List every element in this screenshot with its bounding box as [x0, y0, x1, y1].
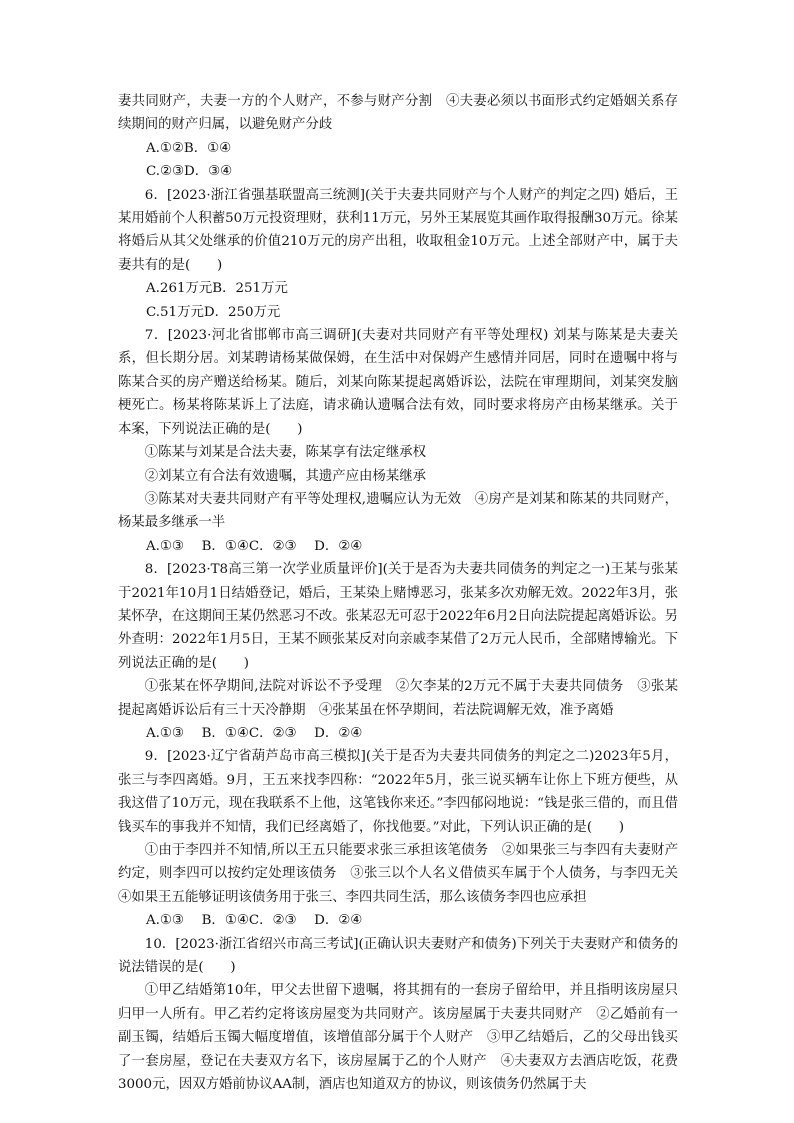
q9-statements: ①由于李四并不知情,所以王五只能要求张三承担该笔债务 ②如果张三与李四有夫妻财产约定，则李四可以按约定处理该债务 ③张三以个人名义借债买车属于个人债务，与李四无关 ④如果王五能够证明该债务用于张三、李四共同生活，那么该债务李四也应承担 — [118, 843, 692, 905]
q8-options: A.①③ B．①④C．②③ D．②④ — [146, 725, 363, 741]
exam-page — [118, 90, 692, 1096]
q6-stem: 6．[2023·浙江省强基联盟高三统测](关于夫妻共同财产与个人财产的判定之四) 婚后，王某用婚前个人积蓄50万元投资理财，获利11万元，另外王某展览其画作取得报酬30万元。徐某将婚后从其父处继承的价值210万元的房产出租，收取租金10万元。上述全部财产中，属于夫妻共有的是( ) — [118, 187, 678, 273]
q7-statement-3: ③陈某对夫妻共同财产有平等处理权,遗嘱应认为无效 ④房产是刘某和陈某的共同财产，杨某最多继承一半 — [118, 491, 678, 531]
q7-statement-2: ②刘某立有合法有效遗嘱，其遗产应由杨某继承 — [144, 468, 426, 484]
q7-statement-1: ①陈某与刘某是合法夫妻，陈某享有法定继承权 — [144, 445, 426, 461]
intro-options-1: A.①②B．①④ — [146, 140, 232, 156]
q6-options-1: A.261万元B．251万元 — [146, 281, 288, 297]
q8-statements: ①张某在怀孕期间,法院对诉讼不予受理 ②欠李某的2万元不属于夫妻共同债务 ③张某提起离婚诉讼后有三十天冷静期 ④张某虽在怀孕期间，若法院调解无效，准予离婚 — [118, 679, 678, 718]
q10-stem: 10．[2023·浙江省绍兴市高三考试](正确认识夫妻财产和债务)下列关于夫妻财产和债务的说法错误的是( ) — [118, 936, 678, 976]
q6-options-2: C.51万元D．250万元 — [146, 304, 281, 320]
q10-statements: ①甲乙结婚第10年，甲父去世留下遗嘱，将其拥有的一套房子留给甲，并且指明该房屋只归甲一人所有。甲乙若约定将该房屋变为共同财产。该房屋属于夫妻共同财产 ②乙婚前有一副玉镯，结婚后玉镯大幅度增值，该增值部分属于个人财产 ③甲乙结婚后，乙的父母出钱买了一套房屋，登记在夫妻双方名下，该房屋属于乙的个人财产 ④夫妻双方去酒店吃饭，花费3000元，因双方婚前协议AA制，酒店也知道双方的协议，则该债务仍然属于夫 — [118, 983, 678, 1093]
q9-stem: 9．[2023·辽宁省葫芦岛市高三模拟](关于是否为夫妻共同债务的判定之二)2023年5月，张三与李四离婚。9月，王五来找李四称：“2022年5月，张三说买辆车让你上下班方便些，从我这借了10万元，现在我联系不上他，这笔钱你来还。”李四郁闷地说：“钱是张三借的，而且借钱买车的事我并不知情，我们已经离婚了，你找他要。”对此，下列认识正确的是( ) — [118, 749, 678, 835]
q7-options: A.①③ B．①④C．②③ D．②④ — [146, 538, 363, 554]
q9-options: A.①③ B．①④C．②③ D．②④ — [146, 913, 363, 929]
q7-stem: 7．[2023·河北省邯郸市高三调研](夫妻对共同财产有平等处理权) 刘某与陈某是夫妻关系，但长期分居。刘某聘请杨某做保姆，在生活中对保姆产生感情并同居，同时在遗嘱中将与陈某合买的房产赠送给杨某。随后，刘某向陈某提起离婚诉讼，法院在审理期间，刘某突发脑梗死亡。杨某将陈某诉上了法庭，请求确认遗嘱合法有效，同时要求将房产由杨某继承。关于本案，下列说法正确的是( ) — [118, 328, 678, 437]
intro-text: 妻共同财产，夫妻一方的个人财产，不参与财产分割 ④夫妻必须以书面形式约定婚姻关系存续期间的财产归属，以避免财产分歧 — [118, 94, 678, 133]
intro-options-2: C.②③D．③④ — [146, 164, 233, 180]
q8-stem: 8．[2023·T8高三第一次学业质量评价](关于是否为夫妻共同债务的判定之一)王某与张某于2021年10月1日结婚登记，婚后，王某染上赌博恶习，张某多次劝解无效。2022年3月，张某怀孕，在这期间王某仍然恶习不改。张某忍无可忍于2022年6月2日向法院提起离婚诉讼。另外查明：2022年1月5日，王某不顾张某反对向亲戚李某借了2万元人民币，全部赌博输光。下列说法正确的是( ) — [118, 562, 678, 671]
